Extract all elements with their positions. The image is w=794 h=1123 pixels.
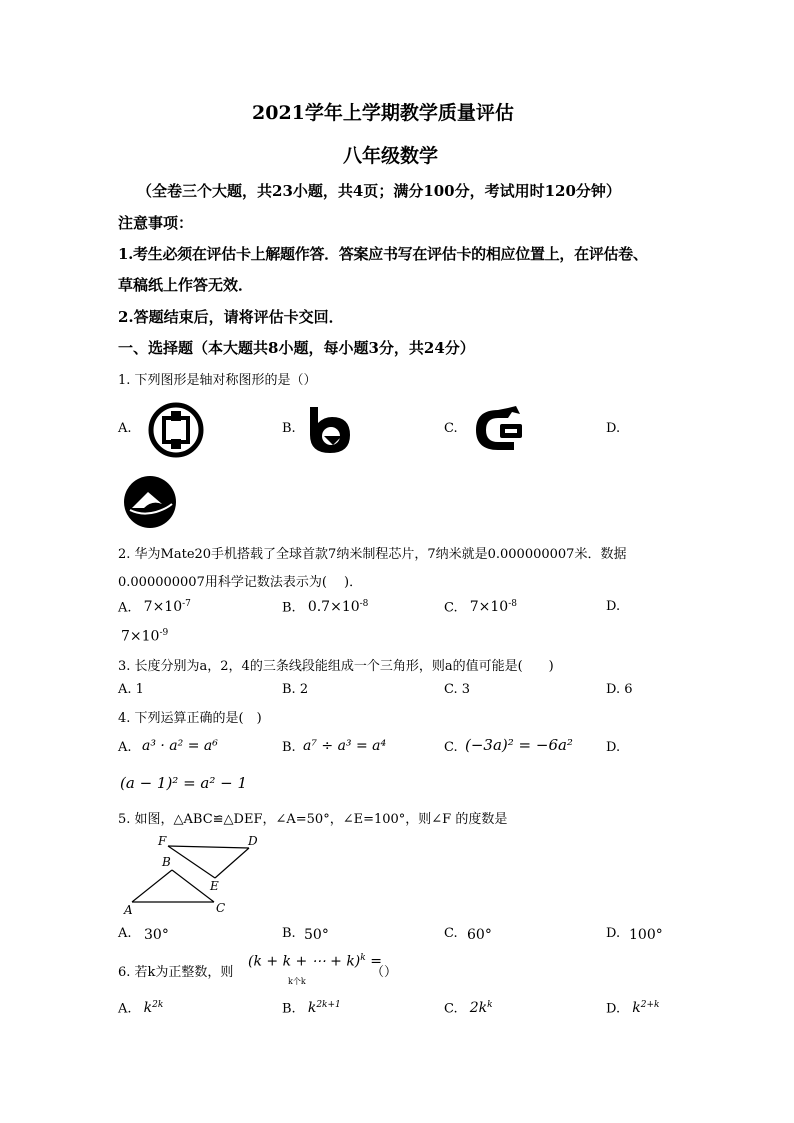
bank-logo-icon (468, 402, 530, 456)
q5-option-d-label: D. (606, 926, 621, 941)
q2-option-a-exp: -7 (182, 599, 191, 609)
question-4-stem: 4. 下列运算正确的是( ) (118, 711, 262, 726)
exam-title: 2021学年上学期教学质量评估 (252, 102, 514, 124)
q6-expression-base: (k + k + ⋯ + k) (248, 953, 361, 970)
q5-option-a-value: 30° (144, 927, 169, 943)
bank-logo-icon (122, 474, 178, 530)
q6-option-a (118, 1000, 163, 1016)
q6-option-b-label: B. (282, 1001, 296, 1017)
q3-option-c: C. 3 (444, 682, 471, 697)
q2-option-c (444, 599, 517, 615)
bank-logo-icon (302, 403, 356, 455)
q4-option-c-expr: (−3a)² = −6a² (465, 736, 573, 754)
q6-option-a-base: k (143, 1000, 153, 1017)
exam-subtitle: 八年级数学 (343, 145, 439, 167)
vertex-label-a: A (124, 903, 133, 917)
q5-option-b-label: B. (282, 926, 296, 941)
question-5-stem: 5. 如图，△ABC≌△DEF，∠A=50°，∠E=100°，则∠F 的度数是 (118, 812, 508, 827)
q3-option-b: B. 2 (282, 682, 309, 697)
notice-item-1-cont: 草稿纸上作答无效． (118, 276, 254, 294)
q6-expression-underbrace: k个k (288, 977, 306, 986)
q3-option-d: D. 6 (606, 682, 633, 697)
q4-option-d-expr: (a − 1)² = a² − 1 (120, 774, 248, 792)
question-1-stem: 1. 下列图形是轴对称图形的是（） (118, 373, 317, 388)
bank-logo-icon (147, 401, 205, 459)
q2-option-d-label: D. (606, 599, 621, 614)
section-heading: 一、选择题（本大题共8小题，每小题3分，共24分） (118, 339, 475, 357)
q2-option-c-exp: -8 (508, 599, 517, 609)
question-6-stem-post: （） (371, 965, 398, 980)
q6-option-a-exp: 2k (152, 1000, 164, 1010)
q6-option-d-base: k (632, 1000, 641, 1017)
question-2-stem-line2: 0.000000007用科学记数法表示为( )． (118, 575, 363, 590)
q2-option-d (121, 628, 168, 644)
q6-option-b-exp: 2k+1 (316, 1000, 341, 1010)
q6-option-b-base: k (307, 1000, 317, 1017)
q6-option-d-exp: 2+k (640, 1000, 660, 1010)
q6-option-c (444, 1000, 493, 1016)
question-2-stem-line1: 2. 华为Mate20手机搭载了全球首款7纳米制程芯片，7纳米就是0.000000007米．数据 (118, 547, 627, 562)
q2-option-a (118, 599, 191, 615)
q5-option-c-value: 60° (467, 927, 492, 943)
q4-option-b-label: B. (282, 740, 296, 755)
q6-expression (248, 953, 382, 970)
vertex-label-d: D (248, 834, 258, 848)
q1-option-a-label: A. (118, 421, 132, 436)
q6-option-a-label: A. (118, 1001, 132, 1017)
notice-item-1: 1.考生必须在评估卡上解题作答．答案应书写在评估卡的相应位置上，在评估卷、 (118, 245, 648, 263)
q6-option-c-label: C. (444, 1001, 458, 1017)
congruent-triangles-figure (118, 832, 268, 918)
q6-option-c-base: 2k (469, 1000, 488, 1017)
q1-option-c-label: C. (444, 421, 458, 436)
vertex-label-b: B (162, 855, 171, 869)
q4-option-a-expr: a³ · a² = a⁶ (142, 738, 218, 754)
q4-option-a-label: A. (118, 740, 132, 755)
vertex-label-f: F (158, 834, 167, 848)
q5-option-b-value: 50° (304, 927, 329, 943)
q4-option-b-expr: a⁷ ÷ a³ = a⁴ (303, 738, 387, 754)
exam-info: （全卷三个大题，共23小题，共4页；满分100分，考试用时120分钟） (137, 182, 621, 200)
q6-option-d (606, 1000, 659, 1016)
vertex-label-e: E (210, 879, 219, 893)
q6-option-b (282, 1000, 341, 1016)
q6-expression-exp: k (360, 953, 366, 963)
q5-option-d-value: 100° (629, 927, 663, 943)
q2-option-d-exp: -9 (159, 628, 169, 638)
notice-item-2: 2.答题结束后，请将评估卡交回． (118, 308, 344, 326)
q6-option-d-label: D. (606, 1001, 621, 1017)
q2-option-b (282, 599, 368, 615)
q2-option-c-value: 7×10 (469, 599, 509, 616)
q1-option-d-label: D. (606, 421, 621, 436)
q5-option-c-label: C. (444, 926, 458, 941)
question-3-stem: 3. 长度分别为a，2，4的三条线段能组成一个三角形，则a的值可能是( ) (118, 659, 554, 674)
q6-expression-eq: = (370, 953, 382, 970)
q6-option-c-exp: k (487, 1000, 493, 1010)
question-6-stem-pre: 6. 若k为正整数，则 (118, 965, 234, 980)
q2-option-b-label: B. (282, 600, 296, 616)
q2-option-b-value: 0.7×10 (307, 599, 360, 616)
q1-option-b-label: B. (282, 421, 296, 436)
q3-option-a: A. 1 (118, 682, 144, 697)
q4-option-c-label: C. (444, 740, 458, 755)
q2-option-a-value: 7×10 (143, 599, 183, 616)
q2-option-c-label: C. (444, 600, 458, 616)
q5-option-a-label: A. (118, 926, 132, 941)
q4-option-d-label: D. (606, 740, 621, 755)
q2-option-d-value: 7×10 (121, 628, 160, 645)
notice-title: 注意事项： (118, 214, 194, 232)
q2-option-b-exp: -8 (359, 599, 369, 609)
vertex-label-c: C (216, 901, 226, 915)
q2-option-a-label: A. (118, 600, 132, 616)
